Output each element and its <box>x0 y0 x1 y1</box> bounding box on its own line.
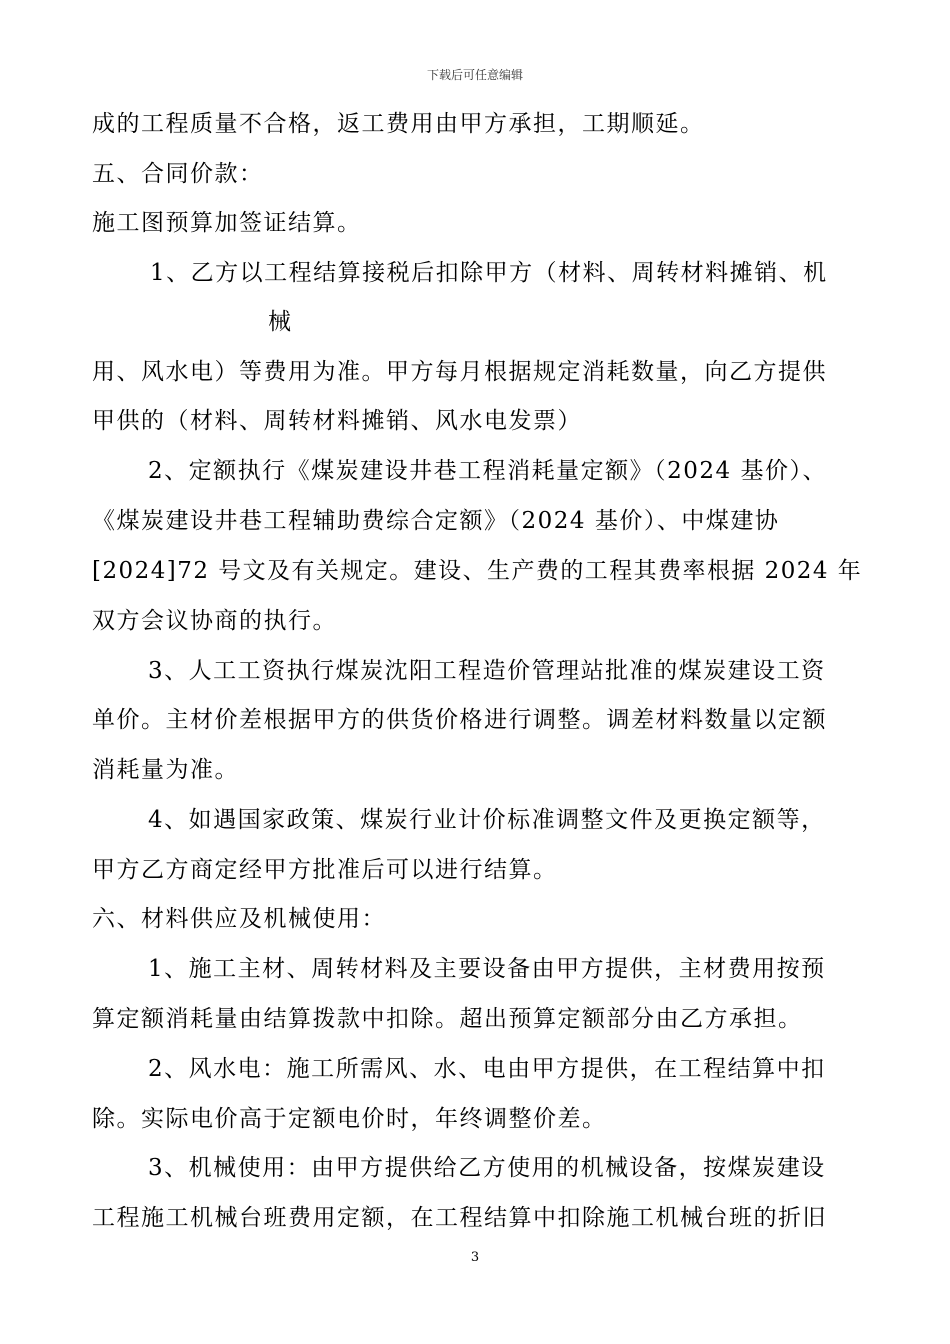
paragraph-line: 算定额消耗量由结算拨款中扣除。超出预算定额部分由乙方承担。 <box>92 1006 803 1032</box>
paragraph-line: 3、机械使用：由甲方提供给乙方使用的机械设备，按煤炭建设 <box>148 1155 826 1181</box>
paragraph-line: 械 <box>268 309 293 335</box>
paragraph-line: 4、如遇国家政策、煤炭行业计价标准调整文件及更换定额等， <box>148 807 826 833</box>
paragraph-line: 成的工程质量不合格，返工费用由甲方承担，工期顺延。 <box>92 111 705 137</box>
paragraph-line: 施工图预算加签证结算。 <box>92 210 362 236</box>
paragraph-line: 单价。主材价差根据甲方的供货价格进行调整。调差材料数量以定额 <box>92 707 827 733</box>
section-heading-materials: 六、材料供应及机械使用： <box>92 906 386 932</box>
paragraph-line: 用、风水电）等费用为准。甲方每月根据规定消耗数量，向乙方提供 <box>92 359 827 385</box>
paragraph-line: 《煤炭建设井巷工程辅助费综合定额》（2024 基价）、中煤建协 <box>92 508 780 534</box>
paragraph-line: 2、定额执行《煤炭建设井巷工程消耗量定额》（2024 基价）、 <box>148 458 827 484</box>
paragraph-line: 2、风水电：施工所需风、水、电由甲方提供，在工程结算中扣 <box>148 1056 826 1082</box>
section-heading-contract-price: 五、合同价款： <box>92 161 264 187</box>
paragraph-line: 工程施工机械台班费用定额，在工程结算中扣除施工机械台班的折旧 <box>92 1205 827 1231</box>
paragraph-line: 消耗量为准。 <box>92 757 239 783</box>
paragraph-line: 甲供的（材料、周转材料摊销、风水电发票） <box>92 408 582 434</box>
paragraph-line: 3、人工工资执行煤炭沈阳工程造价管理站批准的煤炭建设工资 <box>148 658 826 684</box>
paragraph-line: 除。实际电价高于定额电价时，年终调整价差。 <box>92 1106 607 1132</box>
paragraph-line: 双方会议协商的执行。 <box>92 608 337 634</box>
paragraph-line: [2024]72 号文及有关规定。建设、生产费的工程其费率根据 2024 年 <box>92 558 863 584</box>
paragraph-line: 甲方乙方商定经甲方批准后可以进行结算。 <box>92 857 558 883</box>
paragraph-line: 1、施工主材、周转材料及主要设备由甲方提供，主材费用按预 <box>148 956 826 982</box>
page-number: 3 <box>470 1250 480 1265</box>
page-header: 下载后可任意编辑 <box>426 68 523 82</box>
paragraph-line: 1、乙方以工程结算接税后扣除甲方（材料、周转材料摊销、机 <box>150 260 828 286</box>
